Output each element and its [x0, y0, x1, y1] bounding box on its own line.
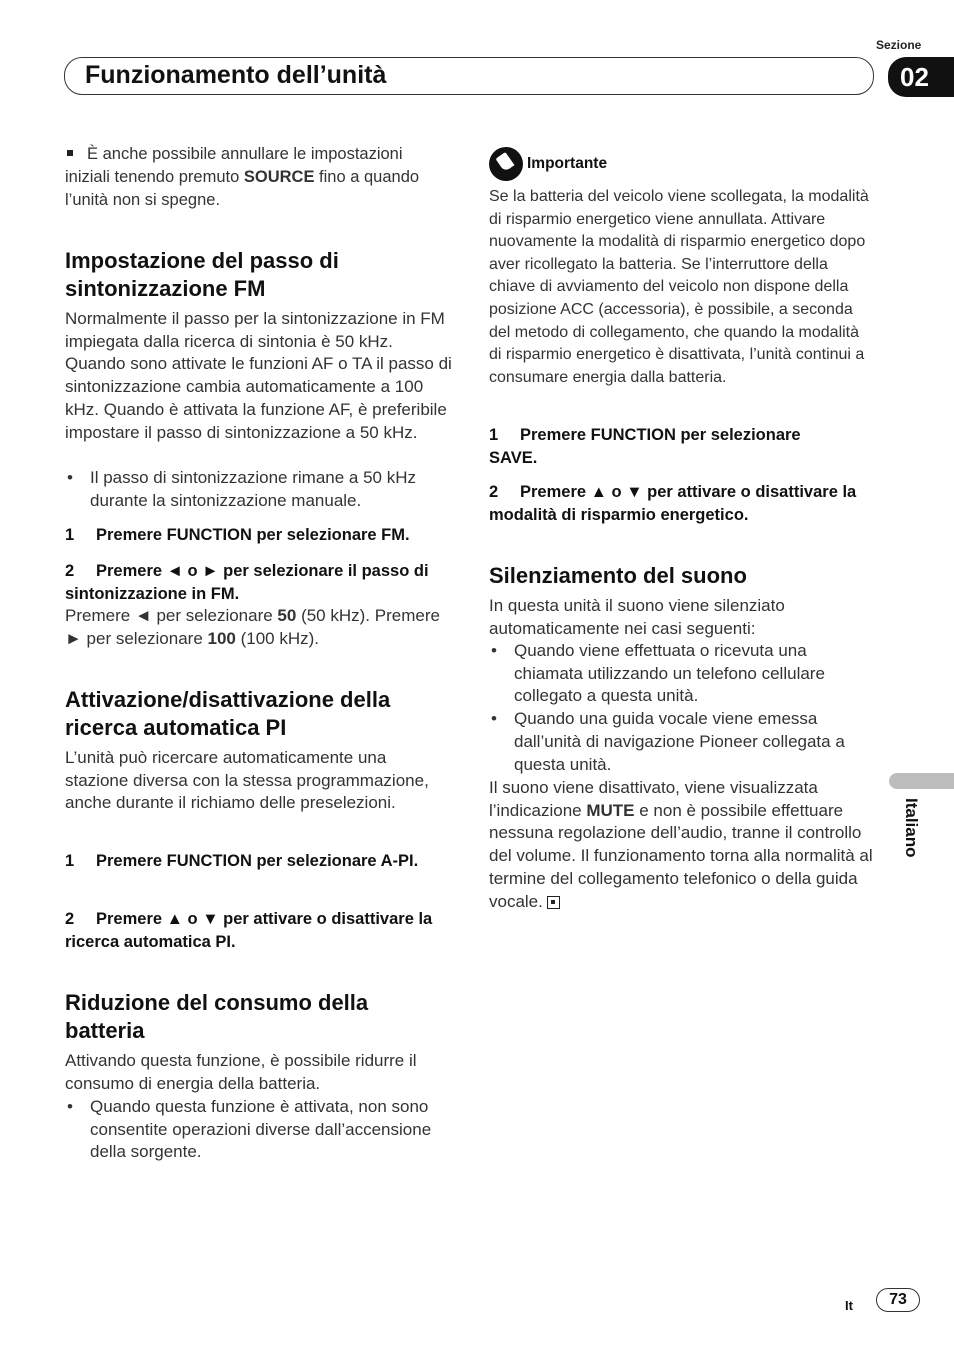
- battery-heading: Riduzione del consumo della batteria: [65, 990, 369, 1043]
- fm-step-2: 2 Premere ◄ o ► per selezionare il passo di sintonizzazione in FM.: [65, 562, 429, 603]
- battery-body: Attivando questa funzione, è possibile ridurre il consumo di energia della batteria.: [65, 1051, 417, 1093]
- list-item: • Il passo di sintonizzazione rimane a 50 kHz durante la sintonizzazione manuale.: [65, 467, 455, 512]
- header-bar: [64, 57, 874, 95]
- mute-bullets: [489, 640, 874, 776]
- language-label: Italiano: [902, 798, 921, 858]
- save-step-1: 1 Premere FUNCTION per selezionare SAVE.: [489, 426, 801, 467]
- list-item: • Quando viene effettuata o ricevuta una chiamata utilizzando un telefono cellulare collegato a questa unità.: [489, 640, 874, 708]
- section-number-badge: 02: [888, 57, 954, 97]
- list-item: • Quando una guida vocale viene emessa dall’unità di navigazione Pioneer collegata a questa unità.: [489, 708, 874, 776]
- mute-heading: Silenziamento del suono: [489, 563, 747, 588]
- battery-bullets: [65, 1096, 450, 1164]
- fm-step-1: 1 Premere FUNCTION per selezionare FM.: [65, 526, 410, 544]
- important-body: Se la batteria del veicolo viene scollegata, la modalità di risparmio energetico viene annullata. Attivare nuovamente la modalità di risparmio energetico dopo aver ricollegato la batteria. Se l’interruttore della chiave di avviamento del veicolo non dispone della posizione ACC (accessoria), è possibile, a seconda del metodo di collegamento, che quando la modalità di risparmio energetico è disattivata, l’unità continui a consumare energia dalla batteria.: [489, 188, 869, 386]
- fm-body: Normalmente il passo per la sintonizzazione in FM impiegata dalla ricerca di sintonia è 50 kHz. Quando sono attivate le funzioni AF o TA il passo di sintonizzazione cambia automaticamente a 100 kHz. Quando è attivata la funzione AF, è preferibile impostare il passo di sintonizzazione a 50 kHz.: [65, 309, 452, 442]
- square-bullet-icon: [67, 150, 73, 156]
- fm-bullets: [65, 467, 455, 512]
- language-tab: [889, 773, 954, 789]
- pi-body: L’unità può ricercare automaticamente una stazione diversa con la stessa programmazione, anche durante il richiamo delle preselezioni.: [65, 748, 429, 813]
- fm-step-2-text: Premere ◄ per selezionare 50 (50 kHz). Premere ► per selezionare 100 (100 kHz).: [65, 606, 440, 648]
- list-item: • Quando questa funzione è attivata, non sono consentite operazioni diverse dall’accensione della sorgente.: [65, 1096, 450, 1164]
- pi-step-1: 1 Premere FUNCTION per selezionare A-PI.: [65, 852, 419, 870]
- section-label: Sezione: [876, 38, 922, 52]
- page-number: 73: [876, 1288, 920, 1312]
- intro-note: È anche possibile annullare le impostazioni iniziali tenendo premuto SOURCE fino a quando l’unità non si spegne.: [65, 145, 420, 209]
- end-of-section-icon: [547, 896, 560, 909]
- fm-heading: Impostazione del passo di sintonizzazione FM: [65, 248, 339, 301]
- mute-body: In questa unità il suono viene silenziato automaticamente nei casi seguenti:: [489, 596, 785, 638]
- footer-lang-code: It: [845, 1298, 853, 1313]
- pi-step-2: 2 Premere ▲ o ▼ per attivare o disattivare la ricerca automatica PI.: [65, 910, 433, 951]
- page-title: Funzionamento dell’unità: [85, 61, 387, 89]
- pi-heading: Attivazione/disattivazione della ricerca automatica PI: [65, 687, 391, 740]
- save-step-2: 2 Premere ▲ o ▼ per attivare o disattivare la modalità di risparmio energetico.: [489, 483, 857, 524]
- mute-closing: Il suono viene disattivato, viene visualizzata l’indicazione MUTE e non è possibile effettuare nessuna regolazione dell’audio, tranne il controllo del volume. Il funzionamento torna alla normalità al termine del collegamento telefonico o della guida vocale.: [489, 778, 873, 911]
- important-header: [489, 147, 789, 181]
- pin-icon: [489, 147, 523, 181]
- important-label: Importante: [527, 155, 608, 173]
